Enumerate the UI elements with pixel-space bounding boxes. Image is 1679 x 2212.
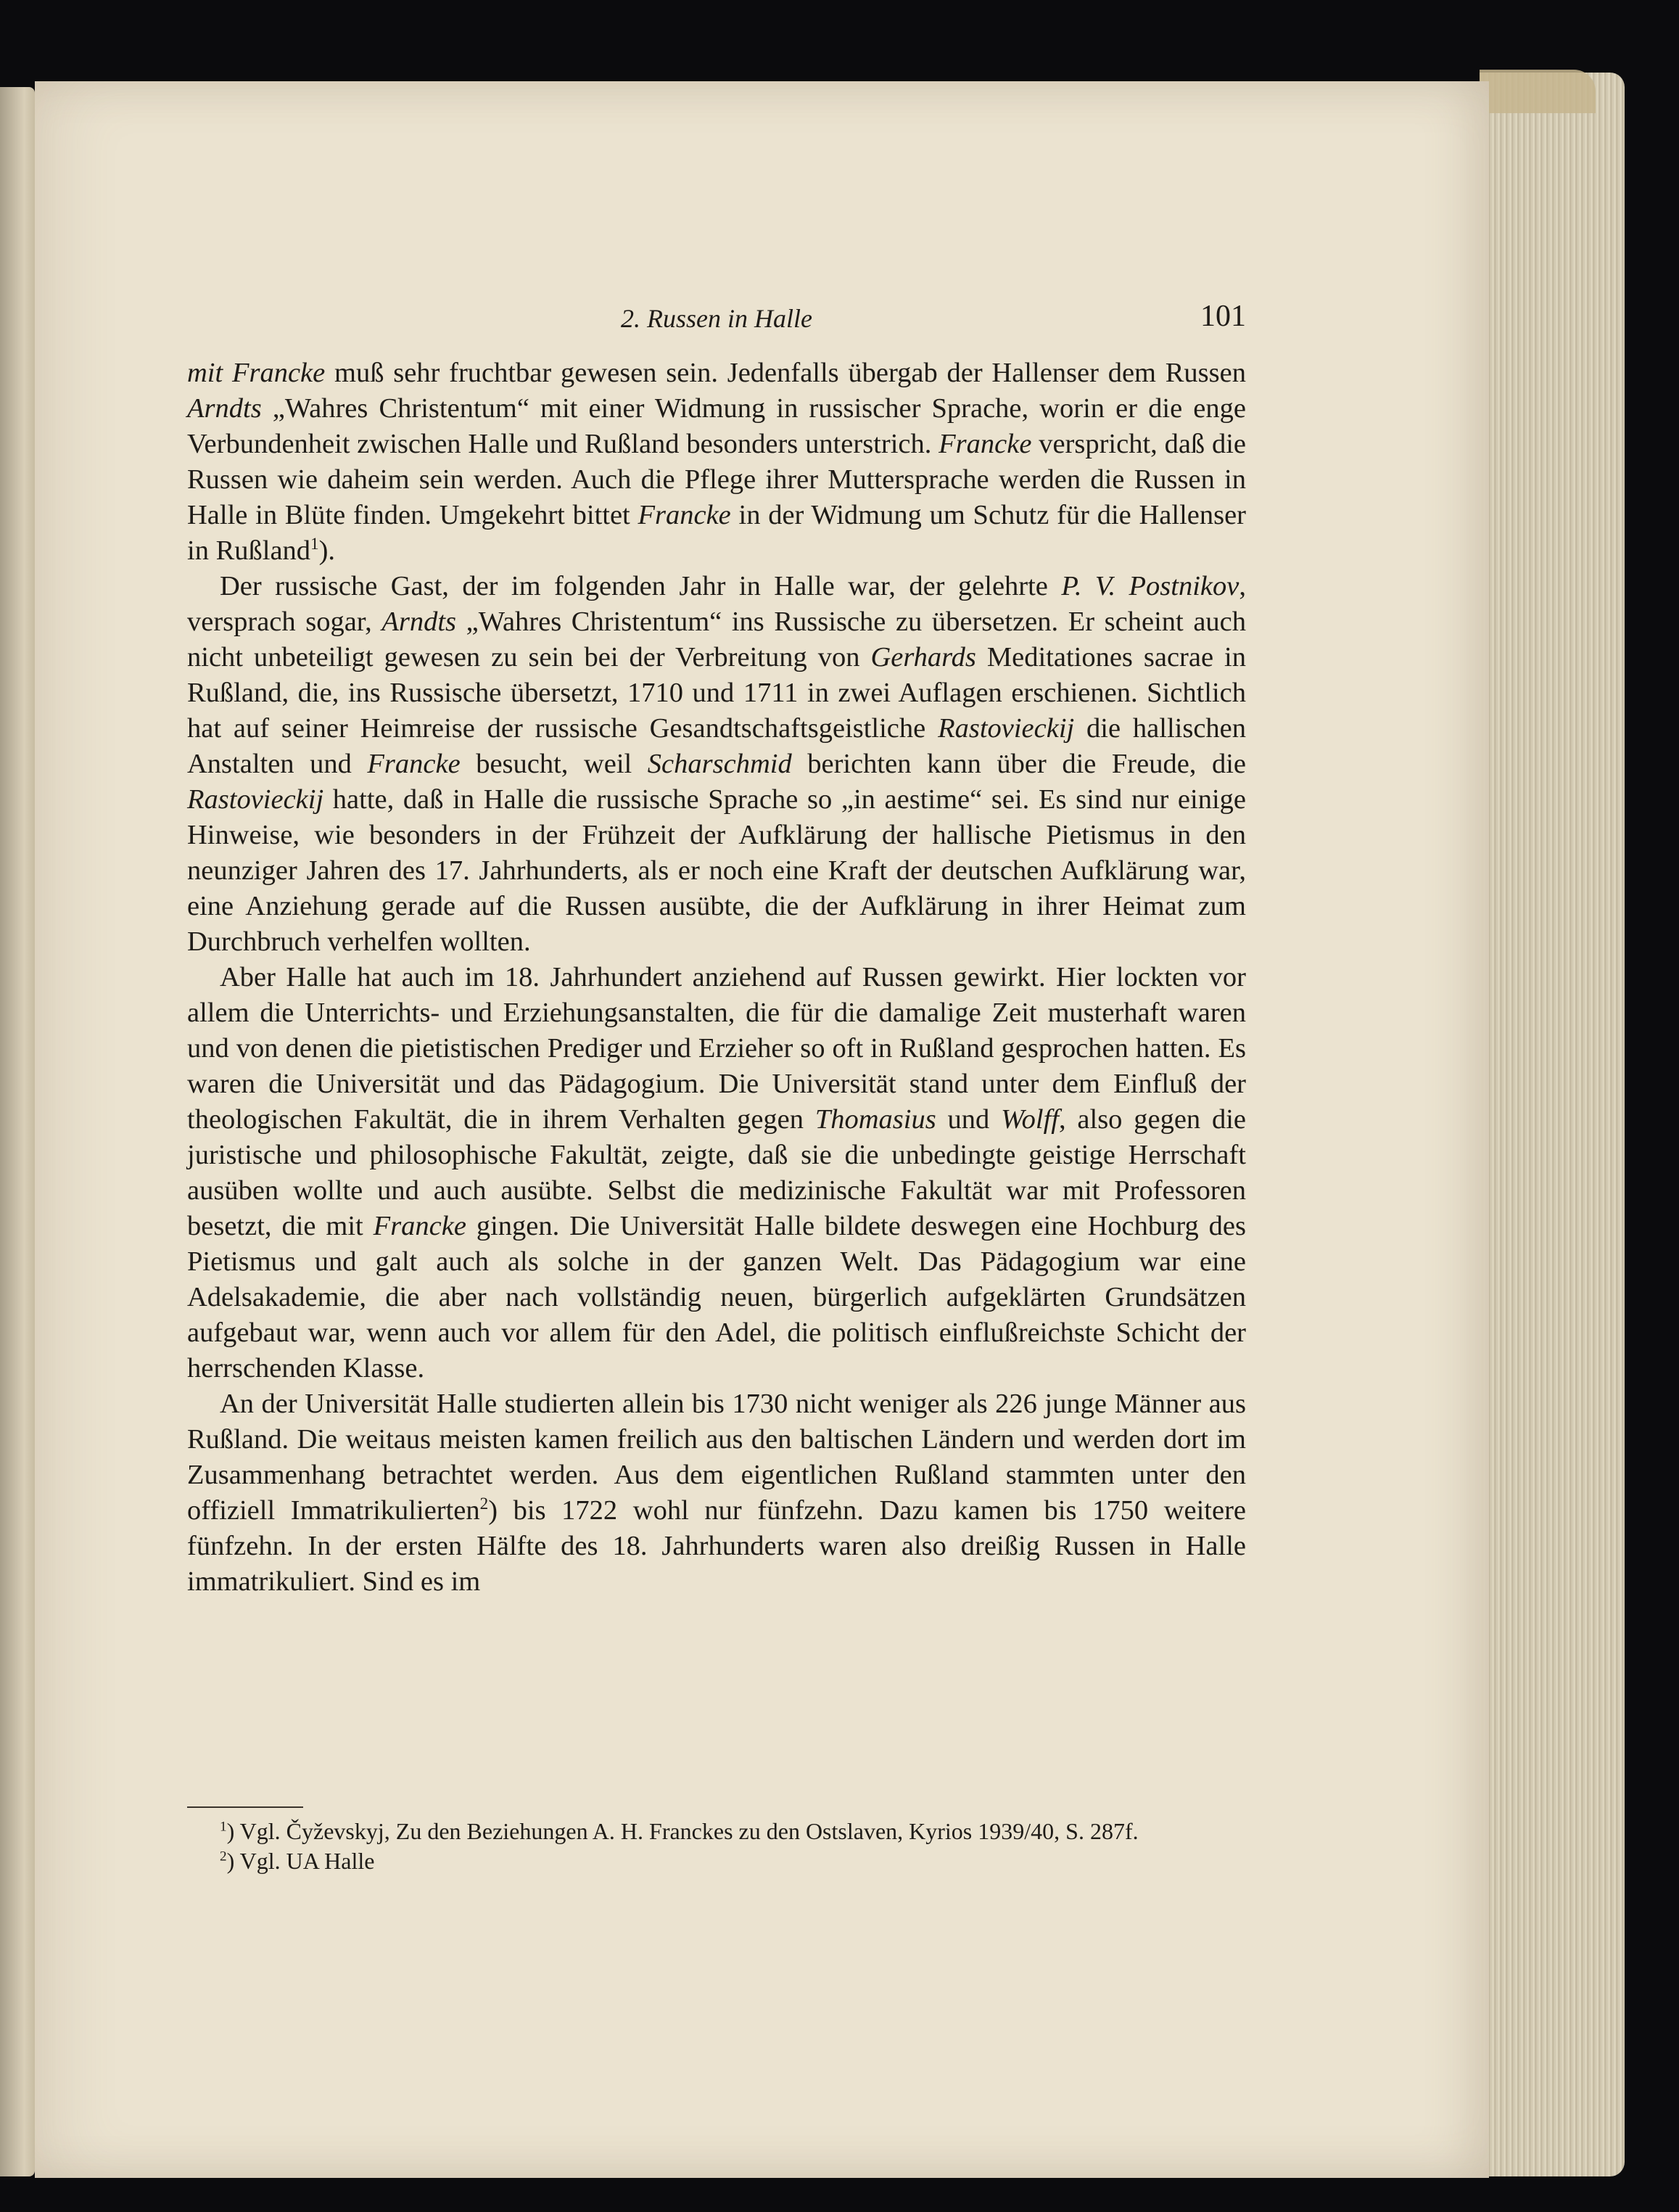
footnote-rule: [187, 1806, 303, 1808]
running-head: [187, 299, 1246, 342]
footnotes: [187, 1817, 1246, 1876]
text-run: die hallischen Anstalten und: [187, 713, 1247, 779]
facing-page-edge: [0, 87, 35, 2176]
text-run: An der Universität Halle studierten allein bis 1730 nicht weniger als 226 junge Männer aus Rußland. Die weitaus meisten kamen freilich aus den baltischen Ländern und werden dort im Zusammenhang betrachtet werden. Aus dem eigentlichen Rußland stammten unter den offiziell Immatrikulierten: [187, 1389, 1246, 1526]
text-run: berichten kann über die Freude, die: [791, 749, 1247, 779]
italic-name: Francke: [231, 358, 326, 388]
italic-name: Rastovieckij: [938, 713, 1075, 744]
page-number: 101: [1200, 300, 1246, 333]
paragraph: [187, 960, 1246, 1386]
italic-name: Thomasius: [814, 1104, 936, 1135]
text-run: ) bis 1722 wohl nur fünfzehn. Dazu kamen bis 1750 weitere fünfzehn. In der ersten Hälfte des 18. Jahrhunderts waren also dreißig Russen in Halle immatrikuliert. Sind es im: [187, 1495, 1247, 1597]
text-run: in der Widmung um Schutz für die Hallenser in Rußland: [187, 500, 1246, 566]
footnote-ref: 2: [479, 1494, 489, 1513]
paragraph: [187, 1386, 1246, 1600]
text-run: Aber Halle hat auch im 18. Jahrhundert anziehend auf Russen gewirkt. Hier lockten vor allem die Unterrichts- und Erziehungsanstalten, die für die damalige Zeit musterhaft waren und von denen die pietistischen Prediger und Erzieher so oft in Rußland gesprochen hatten. Es waren die Universität und das Pädagogium. Die Universität stand unter dem Einfluß der theologischen Fakultät, die in ihrem Verhalten gegen: [187, 962, 1246, 1135]
footnote-paren: ): [226, 1818, 240, 1844]
italic-name: Scharschmid: [647, 749, 792, 779]
book-page: [35, 81, 1489, 2178]
italic-name: Wolff: [1001, 1104, 1059, 1135]
text-run: hatte, daß in Halle die russische Sprache so „in aestime“ sei. Es sind nur einige Hinweise, wie besonders in der Frühzeit der Aufklärung der hallische Pietismus in den neunziger Jahren des 17. Jahrhunderts, als er noch eine Kraft der deutschen Aufklärung war, eine Anziehung gerade auf die Russen ausübte, die der Aufklärung in ihrer Heimat zum Durchbruch verhelfen wollten.: [187, 784, 1246, 957]
italic-name: Gerhards: [870, 642, 976, 673]
paragraph: [187, 569, 1246, 960]
italic-name: Francke: [367, 749, 461, 779]
italic-name: Francke: [373, 1211, 466, 1241]
page-corner: [1480, 70, 1596, 113]
text-run: gingen. Die Universität Halle bildete deswegen eine Hochburg des Pietismus und galt auch als solche in der ganzen Welt. Das Pädagogium war eine Adelsakademie, die aber nach vollständig neuen, bürgerlich aufgeklärten Grundsätzen aufgebaut war, wenn auch vor allem für den Adel, die politisch einflußreichste Schicht der herrschenden Klasse.: [187, 1211, 1246, 1383]
footnote-mark: 2: [220, 1849, 227, 1864]
text-run: „Wahres Christentum“ mit einer Widmung in russischer Sprache, worin er die enge Verbundenheit zwischen Halle und Rußland besonders unterstrich.: [187, 393, 1246, 459]
text-run: ).: [318, 535, 336, 566]
footnote-text: Vgl. Čyževskyj, Zu den Beziehungen A. H. Franckes zu den Ostslaven, Kyrios 1939/40, S. 287f.: [239, 1818, 1139, 1844]
text-run: und: [936, 1104, 1002, 1135]
text-run: , also gegen die juristische und philosophische Fakultät, zeigte, daß sie die unbedingte geistige Herrschaft ausüben wollte und auch ausübte. Selbst die medizinische Fakultät war mit Professoren besetzt, die mit: [187, 1104, 1247, 1241]
italic-name: Arndts: [381, 607, 457, 637]
footnote: [187, 1817, 1246, 1846]
italic-name: Arndts: [187, 393, 262, 424]
text-run: muß sehr fruchtbar gewesen sein. Jedenfalls übergab der Hallenser dem Russen: [325, 358, 1246, 388]
text-run: Der russische Gast, der im folgenden Jahr in Halle war, der gelehrte: [220, 571, 1062, 601]
text-run: „Wahres Christentum“ ins Russische zu übersetzen. Er scheint auch nicht unbeteiligt gewesen zu sein bei der Verbreitung von: [187, 607, 1246, 673]
paragraph: [187, 355, 1246, 569]
italic-name: Francke: [638, 500, 731, 530]
section-title: 2. Russen in Halle: [621, 304, 812, 333]
footnote-paren: ): [226, 1848, 240, 1874]
text-run: verspricht, daß die Russen wie daheim sein werden. Auch die Pflege ihrer Muttersprache werden die Russen in Halle in Blüte finden. Umgekehrt bittet: [187, 429, 1246, 530]
page-stack-edge: [1480, 73, 1625, 2176]
body-text: [187, 355, 1246, 1600]
text-run: , versprach sogar,: [187, 571, 1246, 637]
text-run: Meditationes sacrae in Rußland, die, ins Russische übersetzt, 1710 und 1711 in zwei Auflagen erschienen. Sichtlich hat auf seiner Heimreise der russische Gesandtschaftsgeistliche: [187, 642, 1246, 744]
text-run: besucht, weil: [460, 749, 648, 779]
italic-name: Rastovieckij: [187, 784, 324, 815]
footnote-mark: 1: [220, 1819, 227, 1835]
italic-name: Francke: [938, 429, 1032, 459]
italic-name: P. V. Postnikov: [1061, 571, 1239, 601]
italic-name: mit: [187, 358, 232, 388]
footnote-ref: 1: [310, 534, 319, 554]
footnote-text: Vgl. UA Halle: [239, 1848, 375, 1874]
footnote: [187, 1846, 1246, 1876]
